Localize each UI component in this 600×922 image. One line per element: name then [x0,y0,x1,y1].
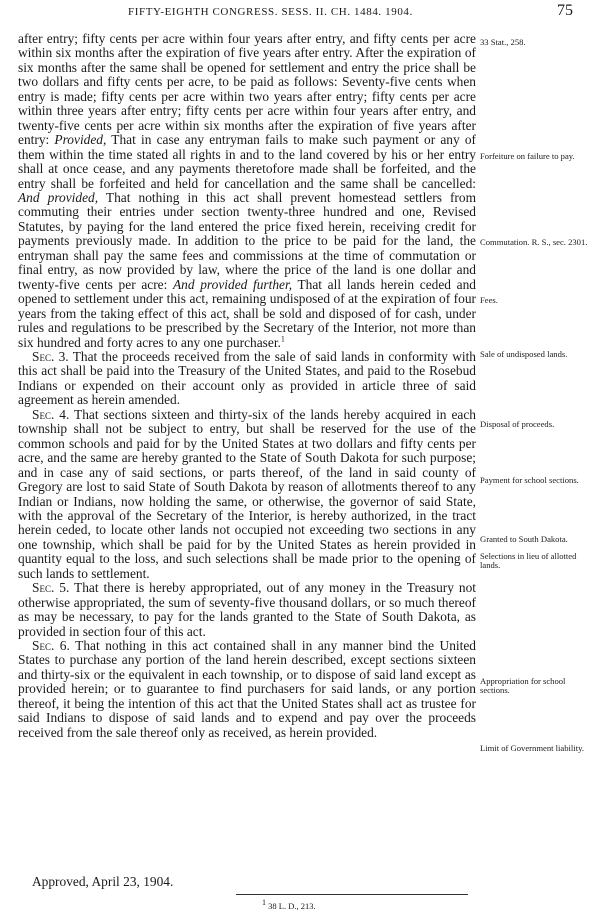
section-label: Sec. 6. [32,638,70,654]
approval-line: Approved, April 23, 1904. [32,874,174,889]
text-run: That in case any entryman fails to make such payment or any of them within the time stated all rights in and to the land covered by his or her entry shall at once cease, and any payments theretofore made shall be forfeited, and the entry shall be forfeited and held for cancellation and the same shall be cancelled: [18,132,476,191]
section-label: Sec. 5. [32,580,70,596]
margin-note-stat: 33 Stat., 258. [480,37,526,47]
margin-note-school: Payment for school sections. [480,475,579,485]
page-number: 75 [557,2,573,19]
section-text: That the proceeds received from the sale of said lands in conformity with this act shall be paid into the Treasury of the United States, and paid to the Rosebud Indians or expended on their account only as provided in article three of said agreement as herein amended. [18,348,477,408]
section-4 [18,408,476,581]
section-5 [18,581,476,639]
text-run: That nothing in this act shall prevent homestead settlers from commuting their entries under section twenty-three hundred and one, Revised Statutes, by paying for the land entered the price fixed herein, receiving credit for payments previously made. In addition to the price to be paid for the land, the entryman shall pay the same fees and commissions at the time of commutation or final entry, as now provided by law, where the price of the land is one dollar and twenty-five cents per acre: [18,189,476,292]
text-run: That all lands herein ceded and opened to settlement under this act, remaining undisposed of at the expiration of four years from the taking effect of this act, shall be sold and disposed of for cash, under rules and regulations to be prescribed by the Secretary of the Interior, not more than six hundred and forty acres to any one purchaser. [18,276,476,350]
section-text: That sections sixteen and thirty-six of the lands hereby acquired in each township shall not be subject to entry, but shall be reserved for the use of the common schools and paid for by the United States at two dollars and fifty cents per acre, and the same are hereby granted to the State of South Dakota for such purpose; and in case any of said sections, or parts thereof, of the land in said county of Gregory are lost to said State of South Dakota by reason of allotments thereof to any Indian or Indians, now holding the same, or otherwise, the governor of said State, with the approval of the Secretary of the Interior, is hereby authorized, in the tract herein ceded, to locate other lands not occupied not exceeding two sections in any one township, which shall be paid for by the United States as herein provided in quantity equal to the loss, and such selections shall be made prior to the opening of such lands to settlement. [18,406,476,581]
margin-note-commutation: Commutation. R. S., sec. 2301. [480,237,588,247]
statute-text [18,32,476,740]
section-3 [18,350,476,408]
section-label: Sec. 4. [32,406,70,422]
margin-note-undisposed: Sale of undisposed lands. [480,349,568,359]
margin-note-granted: Granted to South Dakota. [480,534,568,544]
margin-note-limit: Limit of Government liability. [480,743,584,753]
footnote-number: 1 [262,898,266,908]
section-text: That nothing in this act contained shall in any manner bind the United States to purchase any portion of the land herein described, except sections sixteen and thirty-six or the equivalent in each township, or to dispose of said land except as provided herein; or to guarantee to find purchasers for said lands, or any portion thereof, it being the intention of this act that the United States shall act as trustee for said Indians to dispose of said lands and to expend and pay over the proceeds received from the sale thereof only as received, as herein provided. [18,638,477,740]
footnote-rule [236,894,468,895]
margin-note-fees: Fees. [480,295,498,305]
margin-note-forfeiture: Forfeiture on failure to pay. [480,151,575,161]
section-label: Sec. 3. [32,348,69,364]
running-header [0,0,600,24]
margin-note-proceeds: Disposal of proceeds. [480,419,555,429]
footnote [262,898,316,911]
margin-note-appropriation: Appropriation for school sections. [480,676,566,696]
proviso-and-provided: And provided, [18,189,99,205]
text-run: after entry; fifty cents per acre within four years after entry, and fifty cents per acre within six months after the expiration of five years after entry. After the expiration of six months after the same shall be opened for settlement and entry the price shall be two dollars and fifty cents per acre, to be paid as follows: Seventy-five cents when entry is made; fifty cents per acre within two years after entry; fifty cents per acre within three years after entry; fifty cents per acre within four years after entry, and twenty-five cents per acre within six months after the expiration of five years after entry: [18,31,476,148]
section-text: That there is hereby appropriated, out of any money in the Treasury not otherwise appropriated, the sum of seventy-five thousand dollars, or so much thereof as may be necessary, to pay for the lands granted to the State of South Dakota, as provided in section four of this act. [18,580,476,639]
margin-note-selections: Selections in lieu of allotted lands. [480,551,577,571]
proviso-and-provided-further: And provided further, [173,276,293,292]
running-head: FIFTY-EIGHTH CONGRESS. SESS. II. CH. 1484. 1904. [128,6,413,18]
footnote-marker: 1 [280,334,285,344]
section-6 [18,639,476,740]
footnote-text: 38 L. D., 213. [268,901,316,911]
proviso-provided: Provided, [54,132,107,148]
paragraph-sec2-continued [18,32,476,350]
